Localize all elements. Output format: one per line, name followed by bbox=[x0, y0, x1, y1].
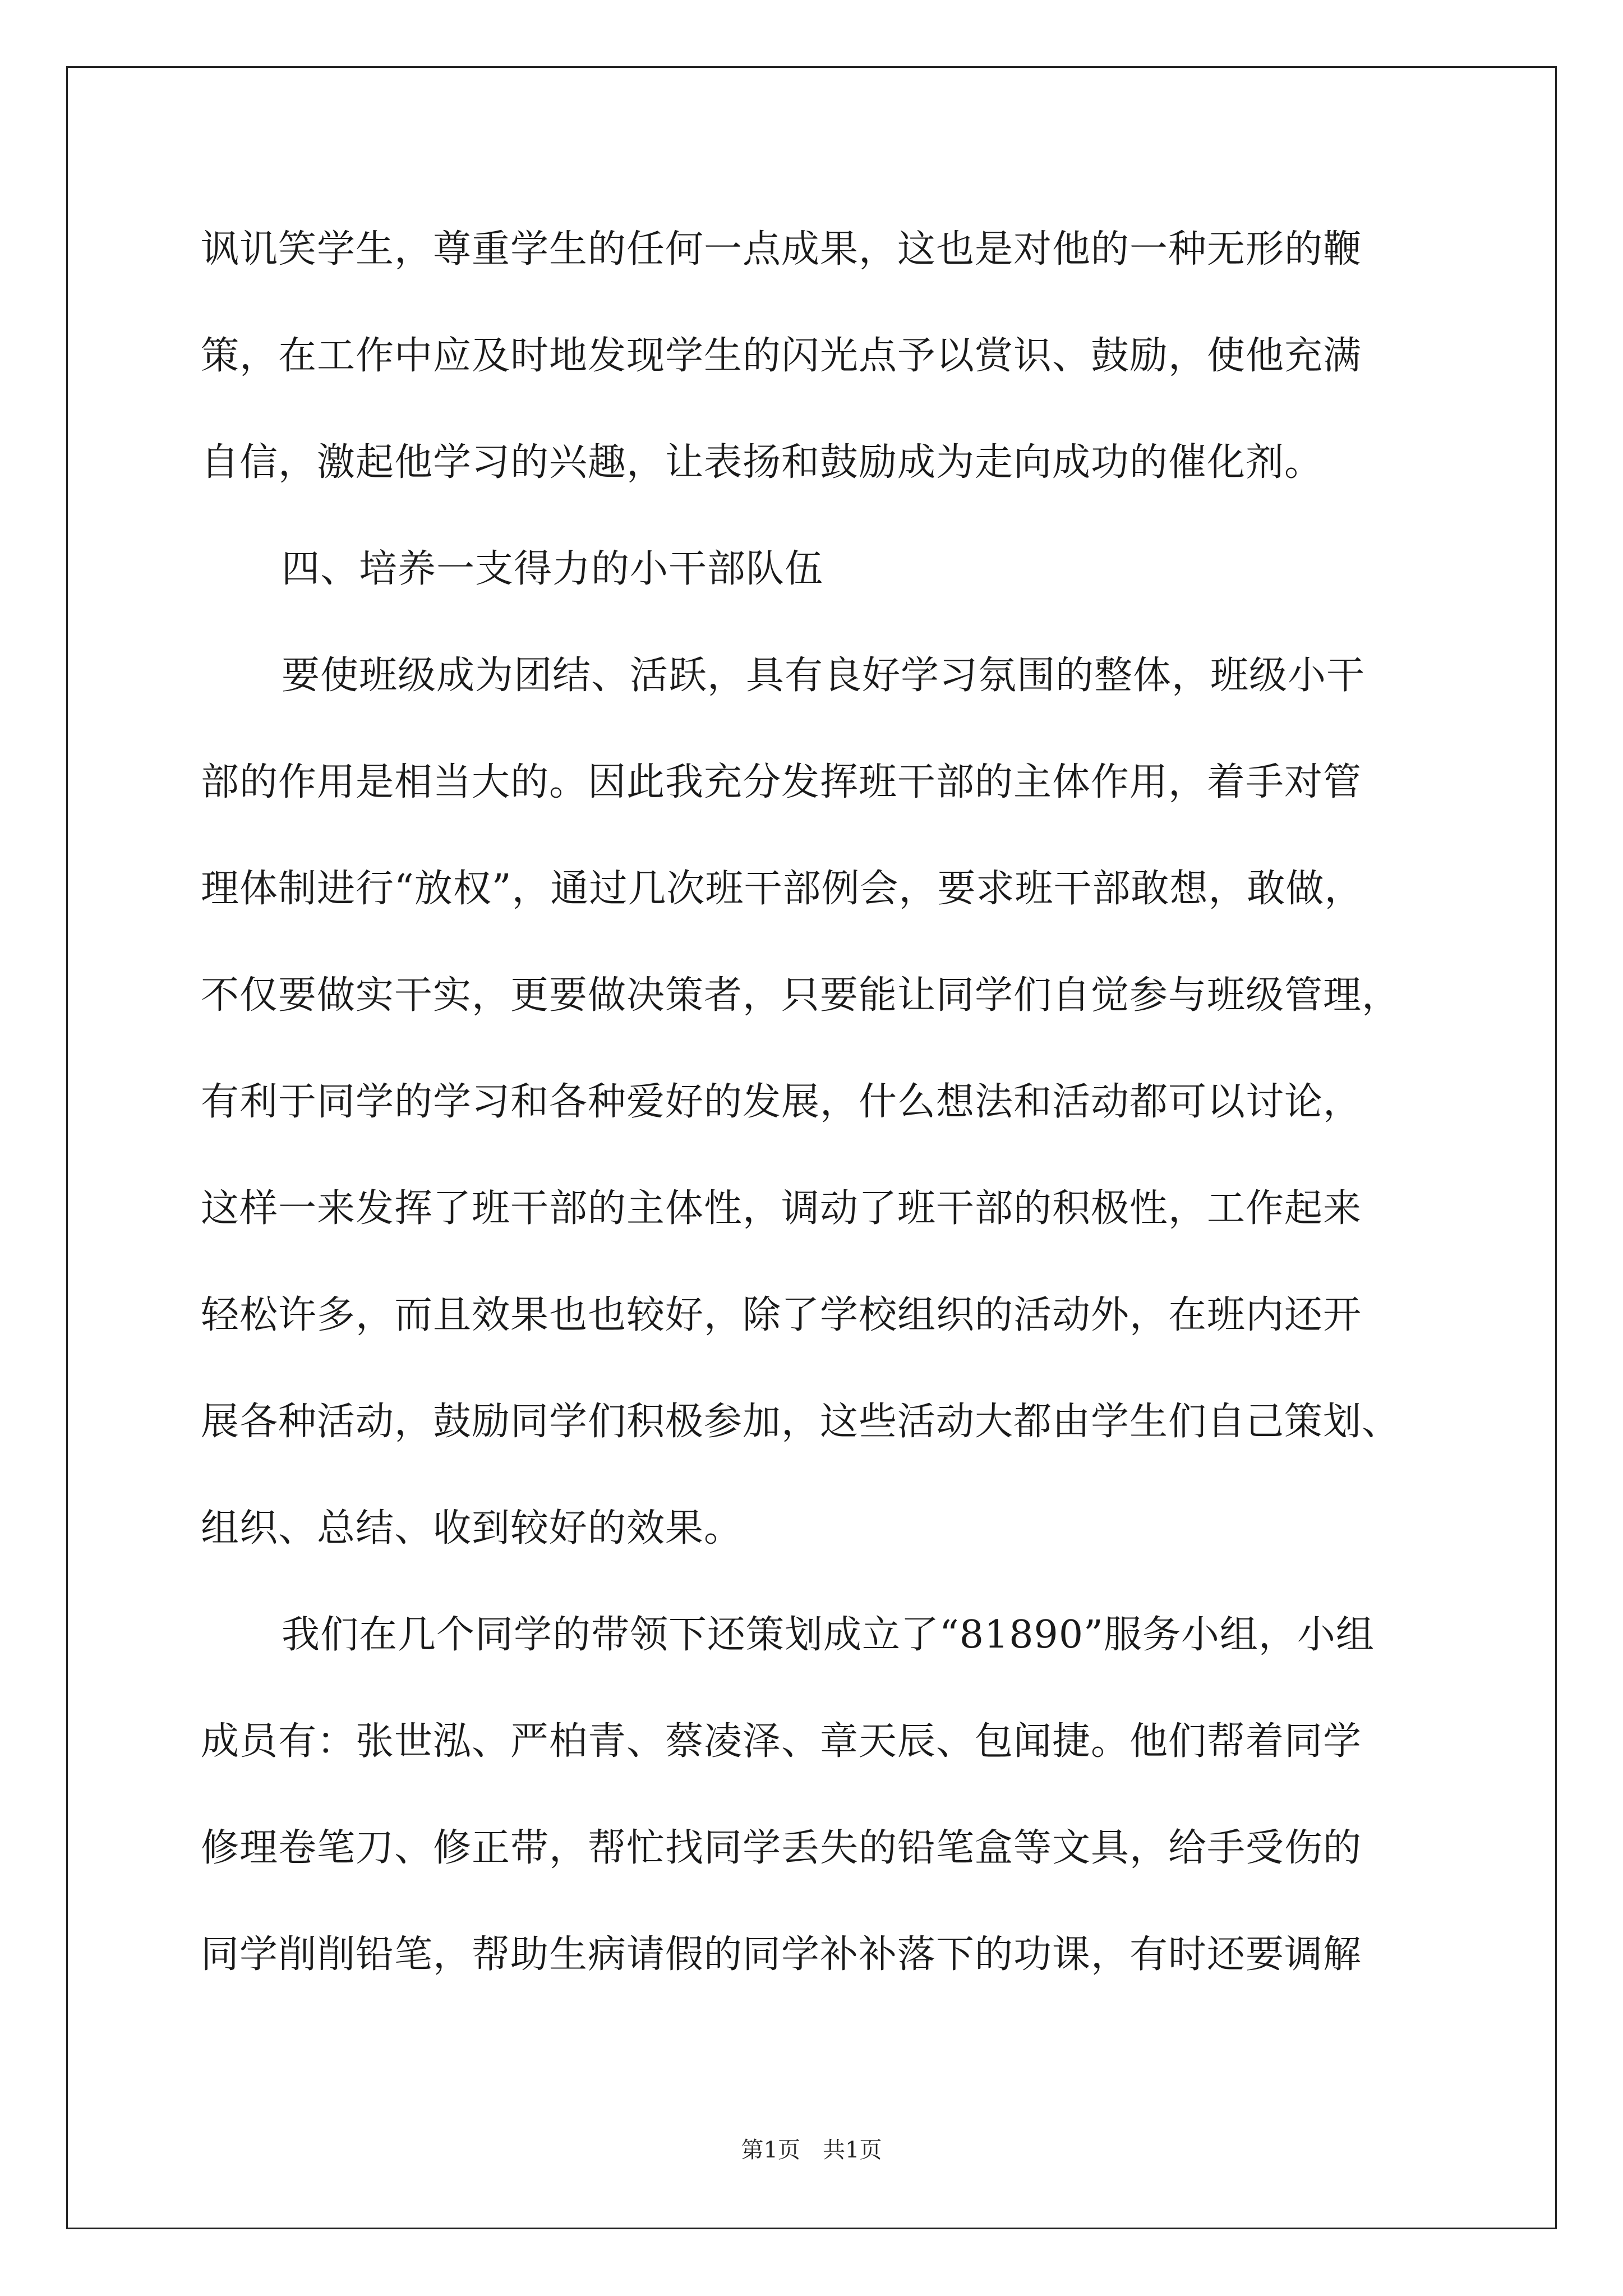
text-line: 我们在几个同学的带领下还策划成立了“81890”服务小组，小组 bbox=[282, 1613, 1375, 1657]
text-line: 成员有：张世泓、严柏青、蔡凌泽、章天辰、包闻捷。他们帮着同学 bbox=[201, 1719, 1362, 1764]
document-body bbox=[201, 219, 1435, 2031]
page-number: 第1页 共1页 bbox=[741, 2137, 882, 2163]
text-line: 展各种活动，鼓励同学们积极参加，这些活动大都由学生们自己策划、 bbox=[201, 1400, 1401, 1444]
text-line: 这样一来发挥了班干部的主体性，调动了班干部的积极性，工作起来 bbox=[201, 1186, 1362, 1231]
text-line: 讽讥笑学生，尊重学生的任何一点成果，这也是对他的一种无形的鞭 bbox=[201, 227, 1362, 272]
text-line: 要使班级成为团结、活跃，具有良好学习氛围的整体，班级小干 bbox=[282, 654, 1366, 698]
section-heading: 四、培养一支得力的小干部队伍 bbox=[282, 547, 824, 591]
text-line: 同学削削铅笔，帮助生病请假的同学补补落下的功课，有时还要调解 bbox=[201, 1932, 1362, 1977]
text-line: 不仅要做实干实，更要做决策者，只要能让同学们自觉参与班级管理， bbox=[201, 973, 1401, 1018]
text-line: 组织、总结、收到较好的效果。 bbox=[201, 1506, 743, 1550]
text-line: 修理卷笔刀、修正带，帮忙找同学丢失的铅笔盒等文具，给手受伤的 bbox=[201, 1826, 1362, 1870]
text-line: 轻松许多，而且效果也也较好，除了学校组织的活动外，在班内还开 bbox=[201, 1293, 1362, 1337]
text-line: 有利于同学的学习和各种爱好的发展，什么想法和活动都可以讨论， bbox=[201, 1080, 1362, 1124]
text-line: 理体制进行“放权”，通过几次班干部例会，要求班干部敢想，敢做， bbox=[201, 867, 1363, 911]
text-line: 自信，激起他学习的兴趣，让表扬和鼓励成为走向成功的催化剂。 bbox=[201, 440, 1324, 485]
text-line: 策，在工作中应及时地发现学生的闪光点予以赏识、鼓励，使他充满 bbox=[201, 334, 1362, 378]
text-line: 部的作用是相当大的。因此我充分发挥班干部的主体作用，着手对管 bbox=[201, 760, 1362, 804]
